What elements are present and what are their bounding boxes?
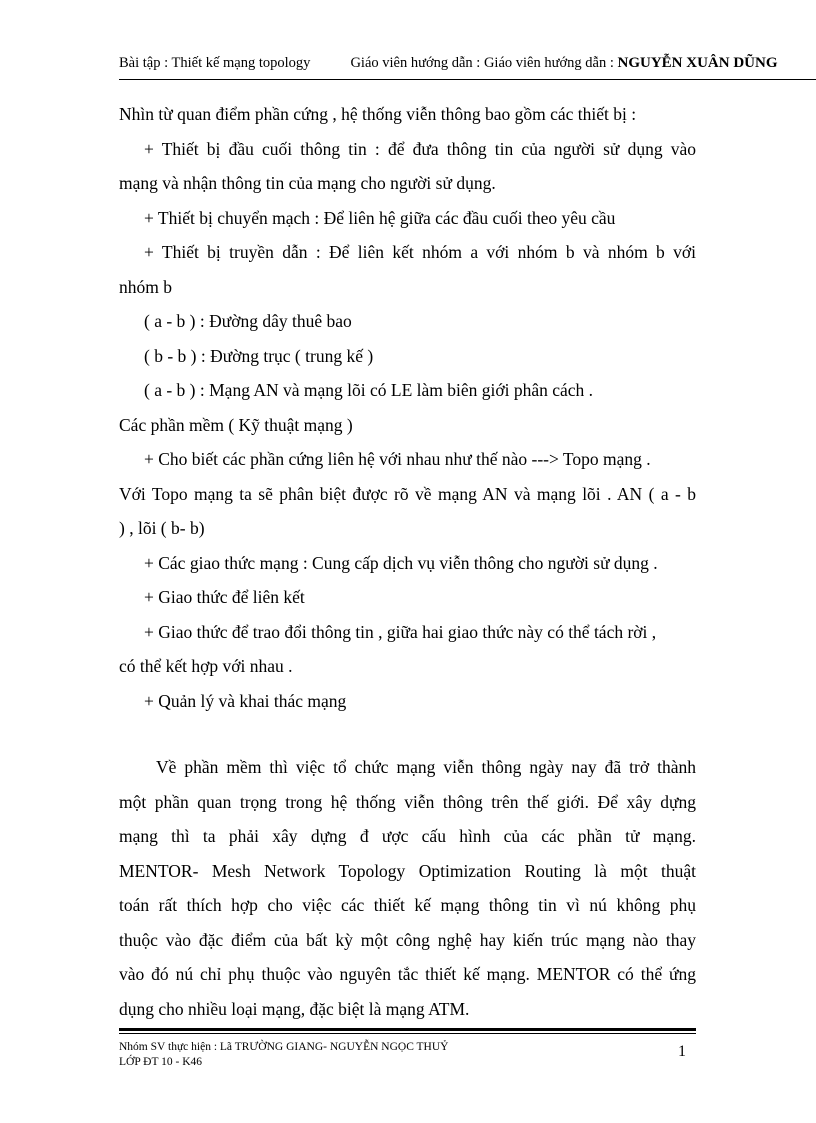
paragraph-line: Về phần mềm thì việc tổ chức mạng viễn thông ngày nay đã trở thành: [156, 757, 696, 777]
paragraph-line: dụng cho nhiều loại mạng, đặc biệt là mạng ATM.: [119, 998, 470, 1019]
header-rule: [119, 79, 816, 80]
body-line: mạng và nhận thông tin của mạng cho người sử dụng.: [119, 173, 496, 193]
paragraph-line: MENTOR- Mesh Network Topology Optimization Routing là một thuật: [119, 860, 696, 881]
footer-rule-thick: [119, 1028, 696, 1031]
body-line: + Quản lý và khai thác mạng: [144, 690, 347, 711]
footer-rule-thin: [119, 1033, 696, 1034]
body-line: + Thiết bị truyền dẫn : Để liên kết nhóm a với nhóm b và nhóm b với: [144, 242, 696, 262]
paragraph-line: mạng thì ta phải xây dựng đ ược cấu hình của các phần tử mạng.: [119, 826, 696, 846]
body-line: ( b - b ) : Đường trục ( trung kế ): [144, 345, 374, 366]
paragraph-gap: [119, 718, 696, 750]
body-line: ( a - b ) : Đường dây thuê bao: [144, 311, 352, 331]
paragraph-line: toán rất thích hợp cho việc các thiết kế mạng thông tin vì nú không phụ: [119, 895, 696, 915]
document-body: [119, 97, 696, 1026]
body-line: + Giao thức để trao đổi thông tin , giữa hai giao thức này có thể tách rời ,: [144, 621, 657, 642]
footer-authors: Nhóm SV thực hiện : Lã TRƯỜNG GIANG- NGUYỄN NGỌC THUỶ: [119, 1041, 449, 1053]
body-line: có thể kết hợp với nhau .: [119, 656, 293, 676]
body-line: ( a - b ) : Mạng AN và mạng lõi có LE làm biên giới phân cách .: [144, 380, 594, 400]
paragraph-line: thuộc vào đặc điểm của bất kỳ một công nghệ hay kiến trúc mạng nào thay: [119, 929, 696, 950]
page-number: 1: [678, 1043, 686, 1060]
body-line: Với Topo mạng ta sẽ phân biệt được rõ về mạng AN và mạng lõi . AN ( a - b: [119, 483, 696, 504]
body-line: ) , lõi ( b- b): [119, 518, 205, 538]
body-line: + Thiết bị chuyển mạch : Để liên hệ giữa các đầu cuối theo yêu cầu: [144, 207, 616, 228]
body-line: nhóm b: [119, 276, 172, 297]
body-line: + Giao thức để liên kết: [144, 587, 305, 607]
header-teacher-name: NGUYỄN XUÂN DŨNG: [617, 55, 778, 71]
body-line: Nhìn từ quan điểm phần cứng , hệ thống viễn thông bao gồm các thiết bị :: [119, 104, 637, 124]
body-line: Các phần mềm ( Kỹ thuật mạng ): [119, 414, 353, 435]
header-teacher: [350, 52, 777, 74]
paragraph-line: một phần quan trọng trong hệ thống viễn thông trên thế giới. Để xây dựng: [119, 791, 696, 812]
header-assignment-title: Bài tập : Thiết kế mạng topology: [119, 55, 311, 71]
header-teacher-prefix: Giáo viên hướng dẫn : Giáo viên hướng dẫn :: [350, 55, 614, 71]
paragraph-line: vào đó nú chỉ phụ thuộc vào nguyên tắc thiết kế mạng. MENTOR có thể ứng: [119, 964, 696, 984]
footer-class: LỚP ĐT 10 - K46: [119, 1056, 203, 1068]
body-line: + Thiết bị đầu cuối thông tin : để đưa thông tin của người sử dụng vào: [144, 138, 696, 159]
page-footer: [119, 1040, 696, 1070]
body-line: + Cho biết các phần cứng liên hệ với nhau như thế nào ---> Topo mạng .: [144, 449, 651, 469]
body-line: + Các giao thức mạng : Cung cấp dịch vụ viễn thông cho người sử dụng .: [144, 552, 658, 573]
page-header: [119, 52, 816, 76]
